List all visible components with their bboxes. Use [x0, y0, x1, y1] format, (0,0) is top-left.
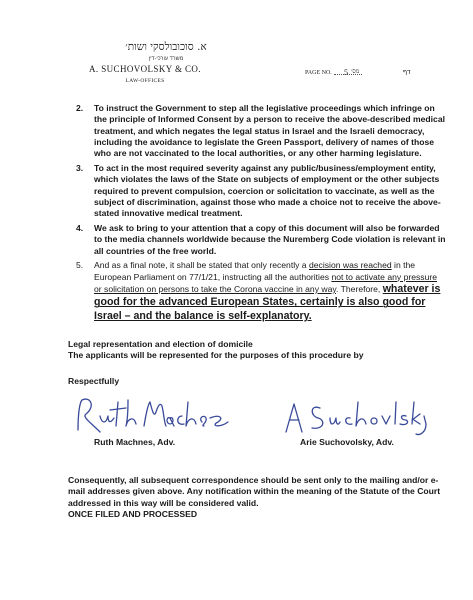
list-item-number: 3.	[76, 162, 84, 173]
legal-representation-heading: Legal representation and election of domicile	[68, 339, 253, 349]
list-item-text: To act in the most required severity against any public/business/employment entity, which violates the laws of the State on subjects of employment or the other subjects required to prevent compulsion, coercion or solicitation to vaccinate, as well as the subject of discrimination, against those who made a choice not to receive the above-stated innovative medical treatment.	[94, 162, 441, 219]
list-item-text-part: in the European Parliament on 77/1/21, instructing all the authorities	[94, 260, 416, 282]
list-item-text-part: . Therefore,	[336, 283, 383, 294]
closing-block	[68, 475, 453, 520]
emphasized-conclusion-text: whatever is good for the advanced European States, certainly is also good for Israel – and the balance is self-explanatory.	[94, 282, 441, 322]
letterhead-hebrew-subtitle: משרד עורכי-דין	[148, 56, 184, 62]
list-item-text: We ask to bring to your attention that a copy of this document will also be forwarded to the media channels worldwide because the Nuremberg Code violation is relevant in all countries of the free world.	[94, 222, 446, 256]
list-item	[76, 223, 446, 257]
ruth-machnes-signature-icon	[70, 392, 230, 442]
legal-representation-text: The applicants will be represented for the purposes of this procedure by	[68, 350, 364, 361]
list-item-text: To instruct the Government to step all the legislative proceedings which infringe on the principle of Informed Consent by a person to receive the above-described medical treatment, and which negates the legal status in Israel and the Israeli democracy, including the avoidance to legislate the Green Passport, delivery of names of those who are not vaccinated to the local authorities, or any other harming legislature.	[94, 103, 445, 159]
arie-suchovolsky-name: Arie Suchovolsky, Adv.	[300, 437, 394, 447]
list-item-number: 5.	[76, 260, 84, 271]
arie-suchovolsky-signature-icon	[280, 392, 430, 442]
page-number-field	[305, 70, 362, 76]
page-number-label: PAGE NO.	[305, 70, 332, 76]
once-filed-line: ONCE FILED AND PROCESSED	[68, 508, 198, 519]
underlined-pressure-text: not to activate any pressure or solicitation on persons to take the Corona vaccine in any way	[94, 271, 438, 294]
page-hebrew-daf-label: דף	[403, 69, 411, 76]
list-item	[76, 103, 446, 159]
list-item-text-part: And as a final note, it shall be stated that only recently a	[94, 260, 309, 271]
correspondence-paragraph: Consequently, all subsequent correspondence should be sent only to the mailing and/or e-mail addresses given above. Any notification within the meaning of the Statute of the Court addressed in this way will be considered valid.	[68, 475, 441, 508]
letterhead-english-name: A. SUCHOVOLSKY & CO.	[89, 64, 201, 74]
respectfully-closing: Respectfully	[68, 376, 120, 386]
letterhead-hebrew-name: א. סוכובולסקי ושות׳	[125, 41, 207, 53]
ruth-machnes-name: Ruth Machnes, Adv.	[94, 437, 176, 447]
letterhead-english-subtitle: LAW-OFFICES	[125, 78, 165, 84]
page-number-hebrew-label: מס׳	[351, 69, 360, 75]
list-item	[76, 163, 446, 219]
requests-list	[76, 103, 446, 327]
underlined-decision-text: decision was reached	[308, 260, 392, 271]
list-item	[76, 260, 446, 323]
legal-representation-block	[68, 339, 448, 362]
page-number-value: 5	[344, 68, 348, 77]
list-item-number: 4.	[76, 222, 84, 233]
list-item-number: 2.	[76, 103, 84, 113]
